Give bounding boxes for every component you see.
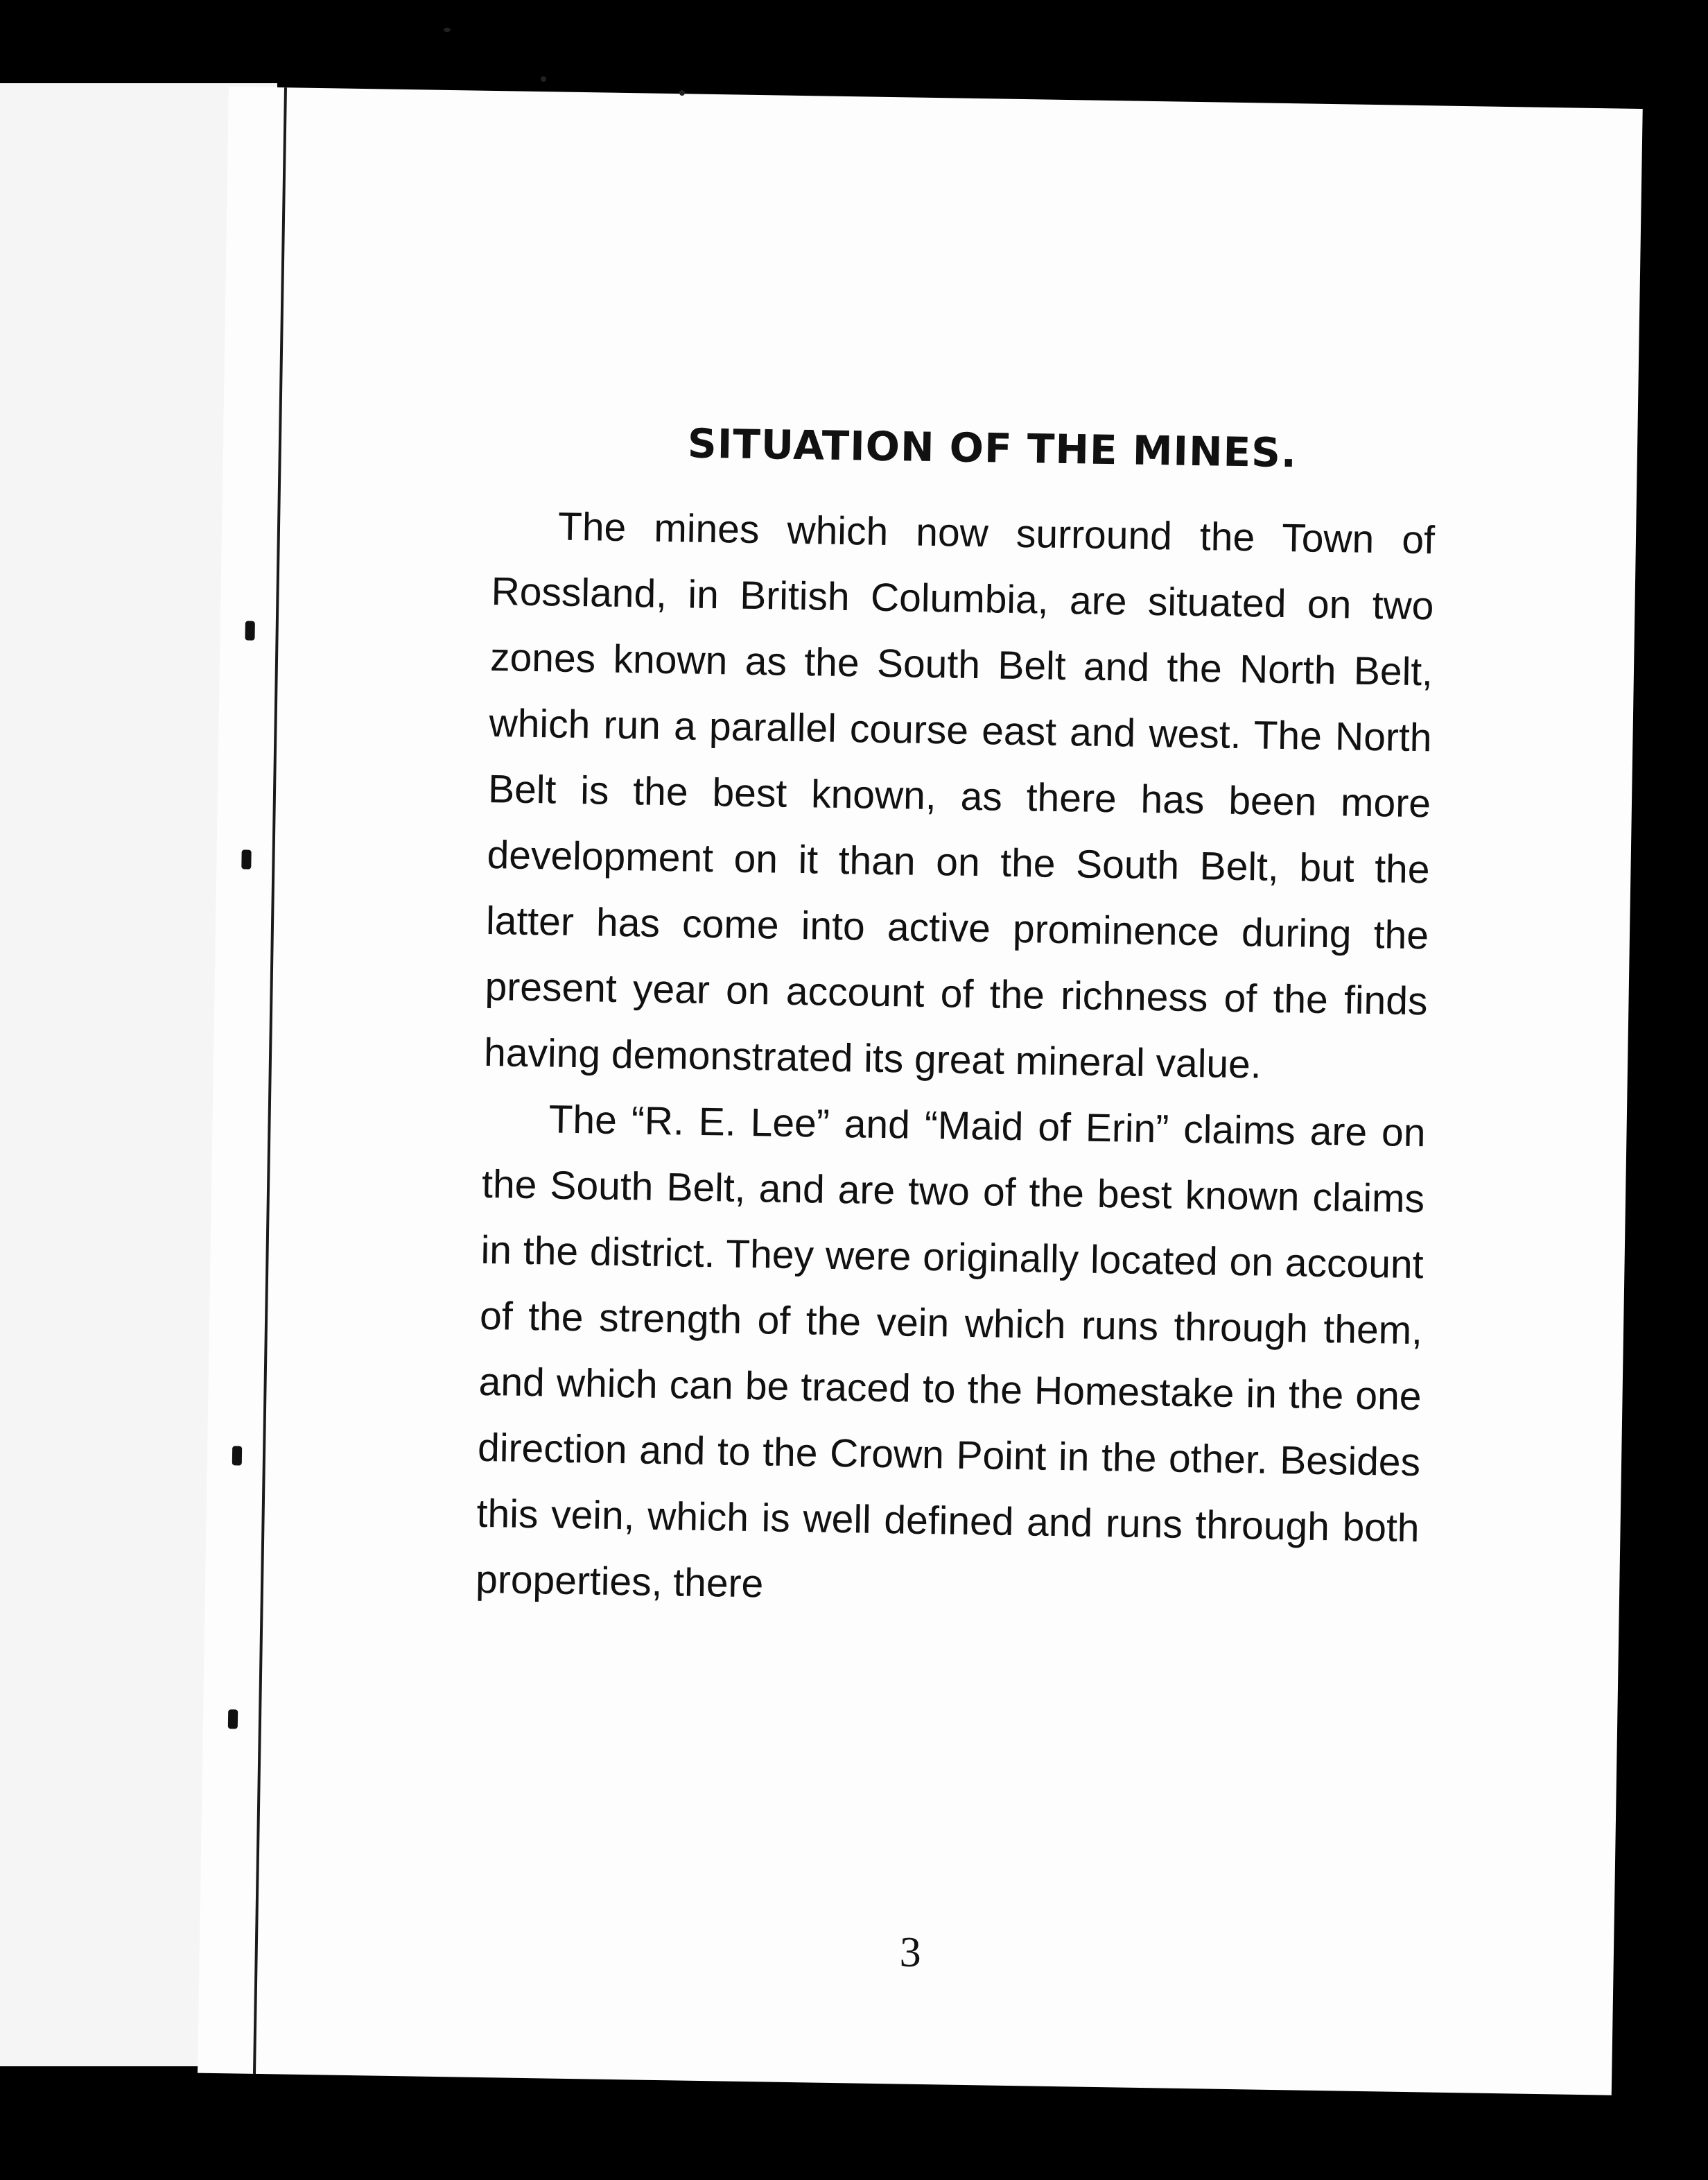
paragraph: The mines which now surround the Town of Rossland, in British Columbia, are situated on two zones known as the South Belt and the North Belt, which run a parallel course east and west. The North Belt is the best known, as there has been more development on it than on the South Belt, but the latter has come into active prominence during the present year on account of the richness of the finds having demonstrated its great mineral value.	[483, 504, 1436, 1087]
binding-gutter-line	[253, 87, 287, 2074]
binding-thread-mark	[232, 1446, 242, 1465]
scan-speck	[679, 90, 685, 96]
scan-speck	[444, 28, 451, 32]
binding-thread-mark	[241, 849, 251, 869]
paragraph: The “R. E. Lee” and “Maid of Erin” claims are on the South Belt, and are two of the best known claims in the district. They were originally located on account of the strength of the vein which runs through them, and which can be traced to the Homestake in the one direction and to the Crown Point in the other. Besides this vein, which is well defined and runs through both properties, there	[475, 1097, 1427, 1607]
binding-thread-mark	[228, 1709, 238, 1729]
book-page	[198, 87, 1643, 2095]
section-heading: SITUATION OF THE MINES.	[687, 419, 1298, 477]
scan-speck	[541, 76, 546, 82]
body-text	[475, 493, 1435, 1627]
page-number: 3	[899, 1928, 922, 1977]
binding-thread-mark	[245, 621, 254, 640]
